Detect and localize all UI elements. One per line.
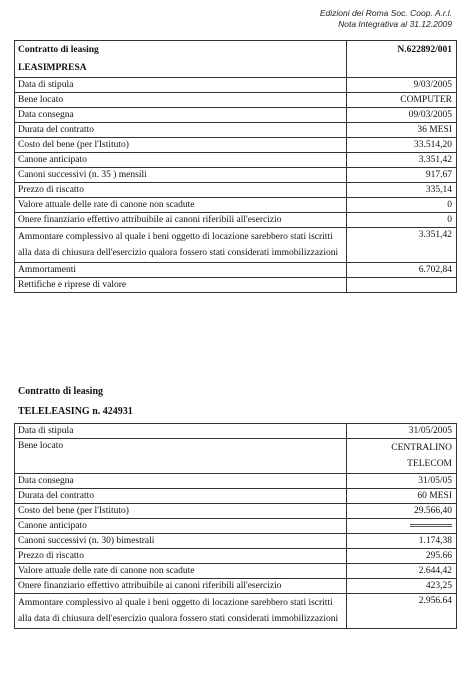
row-value <box>347 278 457 293</box>
row-label: Onere finanziario effettivo attribuibile ai canoni riferibili all'esercizio <box>15 213 347 228</box>
table-row <box>15 138 457 153</box>
page-header <box>320 8 452 30</box>
row-value: 3.351,42 <box>347 228 457 263</box>
row-value: 2.956.64 <box>347 594 457 629</box>
strikethrough-mark <box>410 524 452 527</box>
table-row <box>15 489 457 504</box>
table-row <box>15 153 457 168</box>
row-value: 31/05/05 <box>347 474 457 489</box>
row-label: Prezzo di riscatto <box>15 549 347 564</box>
row-label: Durata del contratto <box>15 123 347 138</box>
row-value: 3.351,42 <box>347 153 457 168</box>
table-row <box>15 78 457 93</box>
row-value: 335,14 <box>347 183 457 198</box>
table-row <box>15 183 457 198</box>
row-label: Ammontare complessivo al quale i beni oggetto di locazione sarebbero stati iscritti alla data di chiusura dell'esercizio qualora fossero stati considerati immobilizzazioni <box>15 594 347 629</box>
row-value: 917.67 <box>347 168 457 183</box>
table-row <box>15 424 457 439</box>
table-row <box>15 263 457 278</box>
row-label: Rettifiche e riprese di valore <box>15 278 347 293</box>
row-value: 60 MESI <box>347 489 457 504</box>
row-label: Ammontare complessivo al quale i beni oggetto di locazione sarebbero stati iscritti alla data di chiusura dell'esercizio qualora fossero stati considerati immobilizzazioni <box>15 228 347 263</box>
table-row <box>15 198 457 213</box>
row-value: 0 <box>347 198 457 213</box>
row-label: Costo del bene (per l'Istituto) <box>15 138 347 153</box>
row-value: 1.174,38 <box>347 534 457 549</box>
table-row <box>15 123 457 138</box>
row-value: 31/05/2005 <box>347 424 457 439</box>
lease2-heading-label: Contratto di leasing <box>18 386 103 397</box>
row-label: Bene locato <box>15 93 347 108</box>
report-title: Nota Integrativa al 31.12.2009 <box>338 19 452 29</box>
table-row <box>15 439 457 474</box>
lease-table-teleleasing <box>14 423 457 629</box>
row-value: 2.644,42 <box>347 564 457 579</box>
row-value: COMPUTER <box>347 93 457 108</box>
row-value: CENTRALINO TELECOM <box>347 439 457 474</box>
row-label: Valore attuale delle rate di canone non scadute <box>15 198 347 213</box>
row-label: Bene locato <box>15 439 347 474</box>
row-label: Canone anticipato <box>15 519 347 534</box>
row-value: 6.702,84 <box>347 263 457 278</box>
lease-heading-row <box>15 41 457 78</box>
row-label: Valore attuale delle rate di canone non scadute <box>15 564 347 579</box>
row-value: 09/03/2005 <box>347 108 457 123</box>
contract-number: N.622892/001 <box>347 41 457 78</box>
table-row <box>15 228 457 263</box>
lease-company-name: LEASIMPRESA <box>18 63 87 73</box>
row-value: 33.514,20 <box>347 138 457 153</box>
table-row <box>15 474 457 489</box>
table-row <box>15 213 457 228</box>
table-row <box>15 278 457 293</box>
table-row <box>15 549 457 564</box>
lease2-company-name: TELELEASING n. 424931 <box>18 406 133 417</box>
table-row <box>15 93 457 108</box>
row-label: Canoni successivi (n. 35 ) mensili <box>15 168 347 183</box>
row-label: Prezzo di riscatto <box>15 183 347 198</box>
row-value: 36 MESI <box>347 123 457 138</box>
table-row <box>15 504 457 519</box>
lease-heading-label: Contratto di leasing <box>18 45 99 55</box>
row-label: Data consegna <box>15 474 347 489</box>
row-label: Onere finanziario effettivo attribuibile ai canoni riferibili all'esercizio <box>15 579 347 594</box>
table-row <box>15 579 457 594</box>
row-label: Durata del contratto <box>15 489 347 504</box>
row-label: Data di stipula <box>15 424 347 439</box>
table-row <box>15 168 457 183</box>
table-row <box>15 564 457 579</box>
row-value: 423,25 <box>347 579 457 594</box>
row-label: Data di stipula <box>15 78 347 93</box>
table-row <box>15 534 457 549</box>
row-value <box>347 519 457 534</box>
row-value: 29.566,40 <box>347 504 457 519</box>
row-label: Canoni successivi (n. 30) bimestrali <box>15 534 347 549</box>
company-name: Edizioni dei Roma Soc. Coop. A.r.l. <box>319 8 452 18</box>
table-row <box>15 594 457 629</box>
table-row <box>15 519 457 534</box>
row-value: 0 <box>347 213 457 228</box>
lease-table-leasimpresa <box>14 40 457 293</box>
table-row <box>15 108 457 123</box>
row-label: Data consegna <box>15 108 347 123</box>
row-value: 295.66 <box>347 549 457 564</box>
row-value: 9/03/2005 <box>347 78 457 93</box>
row-label: Ammortamenti <box>15 263 347 278</box>
row-label: Costo del bene (per l'Istituto) <box>15 504 347 519</box>
row-label: Canone anticipato <box>15 153 347 168</box>
